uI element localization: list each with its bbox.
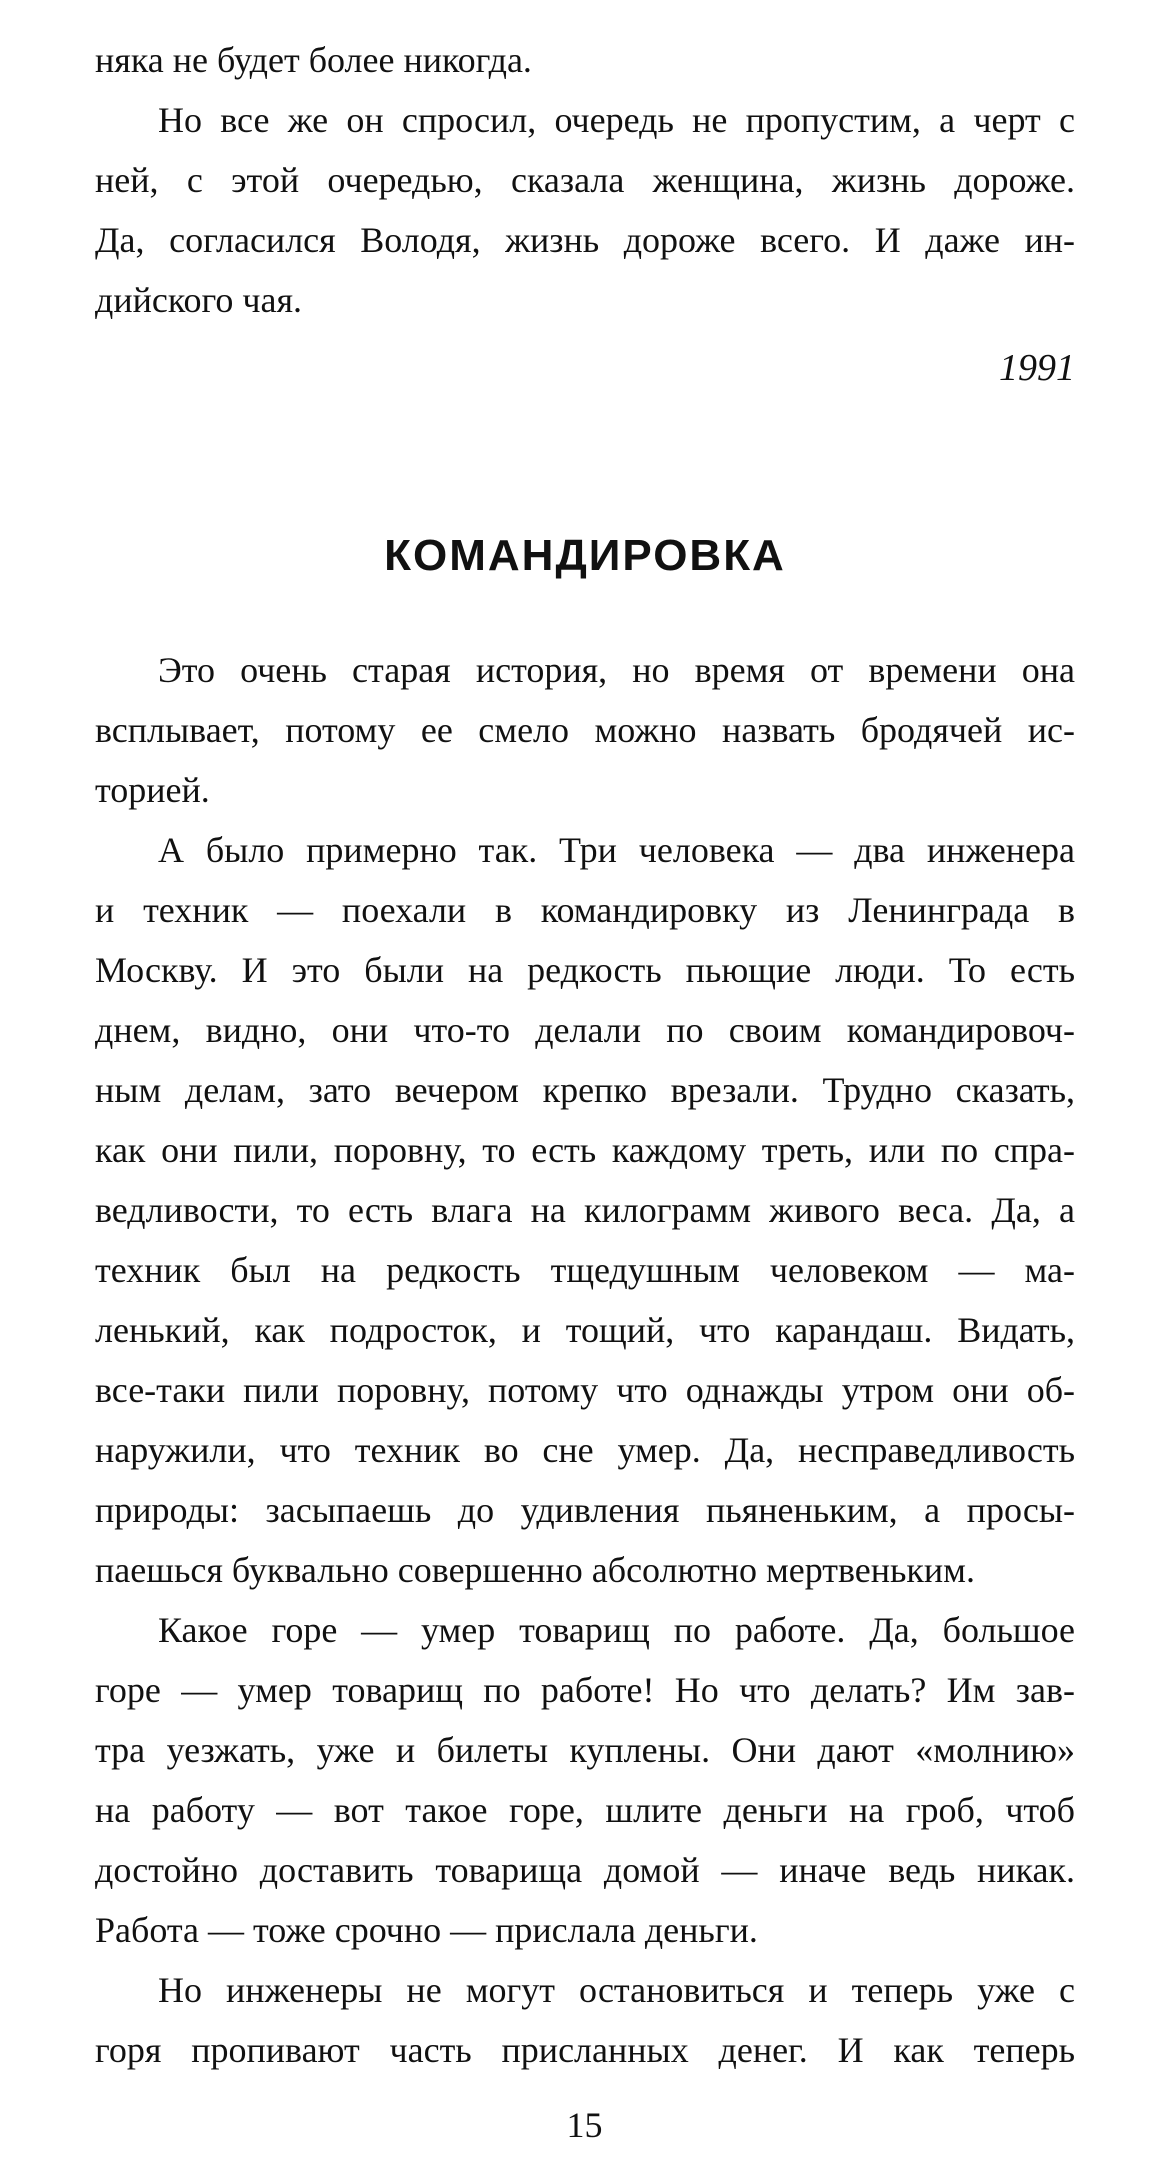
text-line: природы: засыпаешь до удивления пьяненьким, а просы- (95, 1490, 1075, 1530)
text-line: техник был на редкость тщедушным человеком — ма- (95, 1250, 1075, 1290)
paragraph (95, 90, 1075, 330)
text-line: достойно доставить товарища домой — иначе ведь никак. (95, 1850, 1075, 1890)
text-line: горе — умер товарищ по работе! Но что делать? Им зав- (95, 1670, 1075, 1710)
text-line: паешься буквально совершенно абсолютно мертвеньким. (95, 1550, 975, 1590)
text-line: и техник — поехали в командировку из Ленинграда в (95, 890, 1075, 930)
text-line: на работу — вот такое горе, шлите деньги на гроб, чтоб (95, 1790, 1075, 1830)
page-number: 15 (566, 2105, 603, 2145)
text-line: все-таки пили поровну, потому что однажды утром они об- (95, 1370, 1075, 1410)
text-line: Какое горе — умер товарищ по работе. Да, большое (158, 1610, 1075, 1650)
text-line: ней, с этой очередью, сказала женщина, жизнь дороже. (95, 160, 1075, 200)
text-line: наружили, что техник во сне умер. Да, несправедливость (95, 1430, 1075, 1470)
text-line: Да, согласился Володя, жизнь дороже всего. И даже ин- (95, 220, 1075, 260)
text-line: Но все же он спросил, очередь не пропустим, а черт с (158, 100, 1075, 140)
paragraph (95, 640, 1075, 820)
paragraph-continued (95, 30, 1075, 90)
text-line: дийского чая. (95, 280, 302, 320)
text-line: няка не будет более никогда. (95, 40, 532, 80)
book-page (95, 30, 1075, 2080)
text-line: Москву. И это были на редкость пьющие люди. То есть (95, 950, 1075, 990)
text-line: Но инженеры не могут остановиться и теперь уже с (158, 1970, 1075, 2010)
text-line: ным делам, зато вечером крепко врезали. Трудно сказать, (95, 1070, 1075, 1110)
text-line: Работа — тоже срочно — прислала деньги. (95, 1910, 758, 1950)
text-line: А было примерно так. Три человека — два инженера (158, 830, 1075, 870)
chapter-title: КОМАНДИРОВКА (384, 531, 786, 580)
text-line: Это очень старая история, но время от времени она (158, 650, 1075, 690)
paragraph (95, 1960, 1075, 2080)
text-line: ленький, как подросток, и тощий, что карандаш. Видать, (95, 1310, 1075, 1350)
text-line: ведливости, то есть влага на килограмм живого веса. Да, а (95, 1190, 1075, 1230)
text-line: как они пили, поровну, то есть каждому треть, или по спра- (95, 1130, 1075, 1170)
paragraph (95, 820, 1075, 1600)
text-line: горя пропивают часть присланных денег. И как теперь (95, 2030, 1075, 2070)
text-line: днем, видно, они что-то делали по своим командировоч- (95, 1010, 1075, 1050)
story-date: 1991 (999, 347, 1075, 389)
paragraph (95, 1600, 1075, 1960)
text-line: торией. (95, 770, 210, 810)
text-line: всплывает, потому ее смело можно назвать бродячей ис- (95, 710, 1075, 750)
text-line: тра уезжать, уже и билеты куплены. Они дают «молнию» (95, 1730, 1075, 1770)
